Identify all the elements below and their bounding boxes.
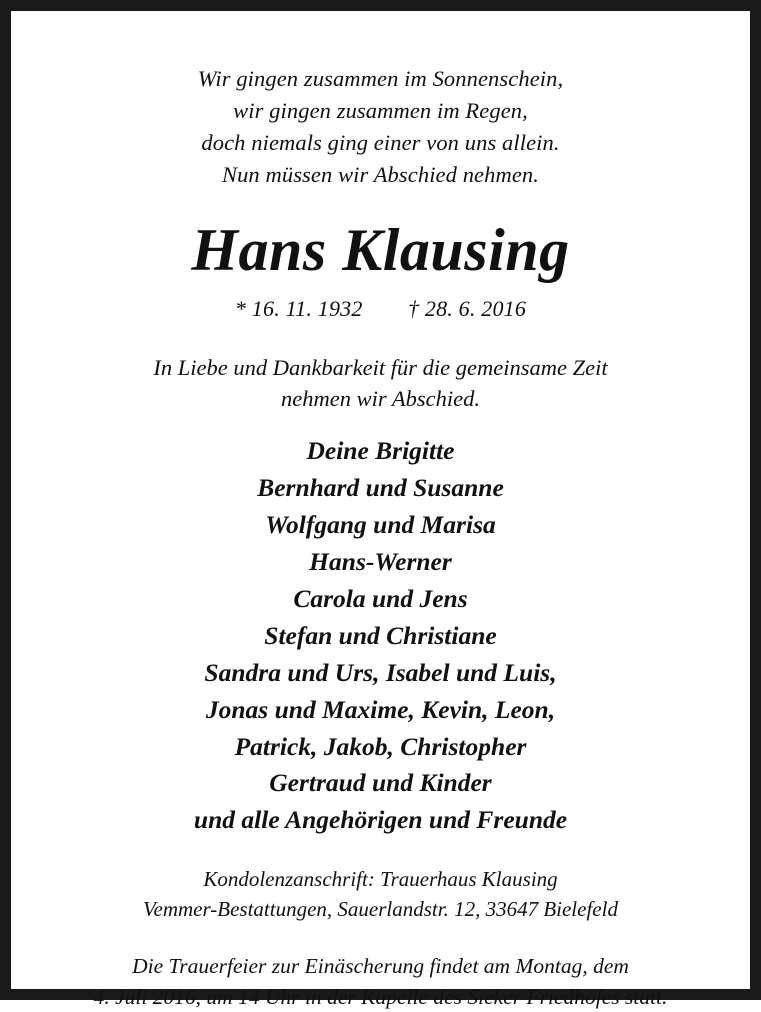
birth-date: * 16. 11. 1932 [234, 295, 363, 321]
ceremony-line-2: 4. Juli 2016, um 14 Uhr in der Kapelle des Sieker Friedhofes statt. [93, 984, 668, 1009]
poem-block [198, 63, 563, 191]
condolence-address [143, 865, 618, 925]
family-line: Sandra und Urs, Isabel und Luis, [204, 657, 557, 687]
death-date: † 28. 6. 2016 [407, 295, 527, 321]
address-line-2: Vemmer-Bestattungen, Sauerlandstr. 12, 33647 Bielefeld [143, 897, 618, 922]
poem-line-1: Wir gingen zusammen im Sonnenschein, [197, 66, 564, 91]
tribute-block [153, 352, 607, 415]
poem-line-2: wir gingen zusammen im Regen, [233, 97, 528, 123]
family-line: Deine Brigitte [306, 435, 455, 465]
poem-line-4: Nun müssen wir Abschied nehmen. [221, 161, 540, 187]
life-dates [235, 296, 526, 322]
family-line: Wolfgang und Marisa [265, 509, 496, 539]
family-line: Hans-Werner [309, 546, 452, 576]
tribute-line-2: nehmen wir Abschied. [281, 386, 480, 412]
family-line: Carola und Jens [293, 583, 468, 613]
deceased-name: Hans Klausing [191, 216, 570, 283]
address-line-1: Kondolenzanschrift: Trauerhaus Klausing [203, 867, 558, 892]
family-block [194, 433, 567, 840]
ceremony-details [94, 951, 668, 1012]
tribute-line-1: In Liebe und Dankbarkeit für die gemeinsame Zeit [153, 354, 608, 380]
family-line: Patrick, Jakob, Christopher [234, 731, 527, 761]
family-line: Stefan und Christiane [264, 620, 497, 650]
family-line: Gertraud und Kinder [269, 768, 492, 798]
family-line: Jonas und Maxime, Kevin, Leon, [205, 694, 556, 724]
ceremony-line-1: Die Trauerfeier zur Einäscherung findet am Montag, dem [132, 954, 629, 979]
family-line: und alle Angehörigen und Freunde [193, 805, 568, 835]
poem-line-3: doch niemals ging einer von uns allein. [201, 129, 560, 155]
family-line: Bernhard und Susanne [257, 472, 504, 502]
